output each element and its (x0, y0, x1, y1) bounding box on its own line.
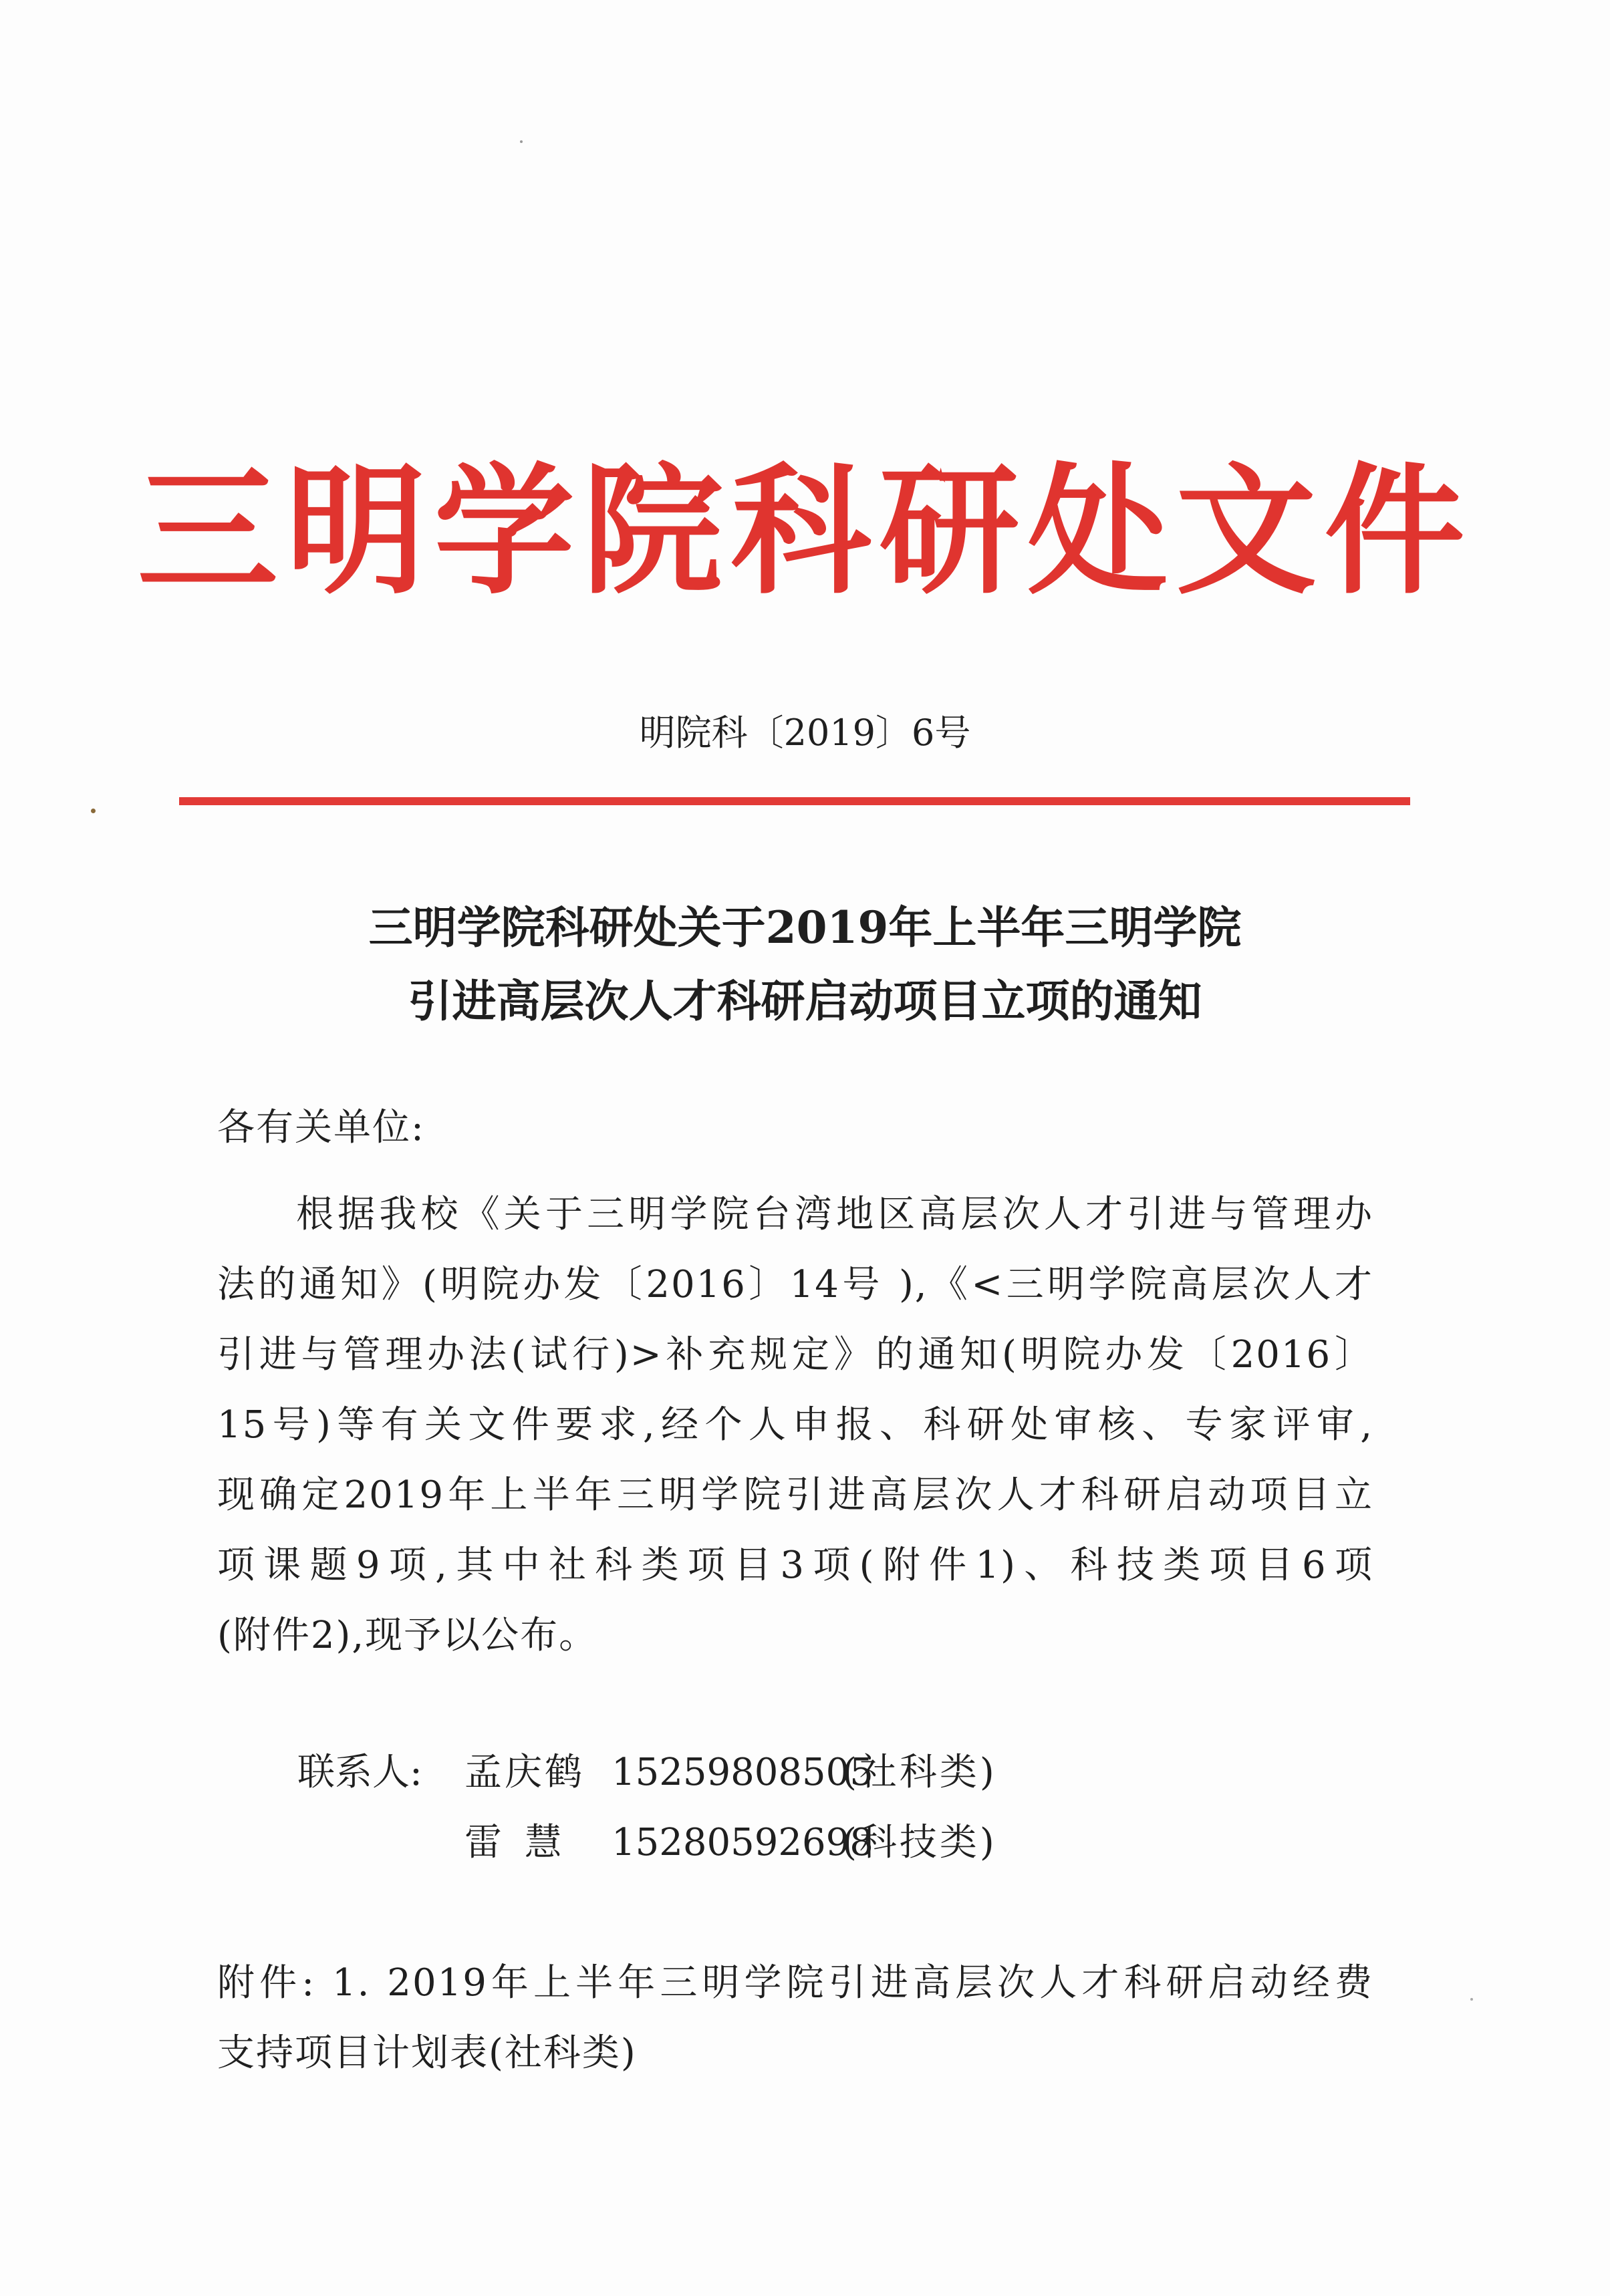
paragraph-line: 引进与管理办法(试行)>补充规定》的通知(明院办发〔2016〕 (217, 1333, 1373, 1377)
document-number: 明院科〔2019〕6号 (639, 712, 971, 754)
attachment-line-1: 附件: 1. 2019年上半年三明学院引进高层次人才科研启动经费 (217, 1961, 1373, 2005)
scan-speck (520, 140, 523, 143)
contact-phone: 15259808505 (612, 1751, 874, 1794)
contact-name: 雷 慧 (464, 1821, 567, 1864)
notice-title-line-1: 三明学院科研处关于2019年上半年三明学院 (368, 901, 1242, 954)
contact-name: 孟庆鹤 (464, 1751, 585, 1794)
paragraph-line: 根据我校《关于三明学院台湾地区高层次人才引进与管理办 (296, 1193, 1373, 1236)
letterhead-title: 三明学院科研处文件 (137, 448, 1473, 613)
contact-label: 联系人: (297, 1751, 422, 1794)
paragraph-line: 15号)等有关文件要求,经个人申报、科研处审核、专家评审, (217, 1403, 1373, 1447)
contact-row-2 (297, 1821, 1099, 1864)
paragraph-line: 项课题9项,其中社科类项目3项(附件1)、科技类项目6项 (217, 1544, 1373, 1587)
contact-category: (科技类) (842, 1821, 997, 1864)
paragraph-line: 法的通知》(明院办发〔2016〕14号 ),《<三明学院高层次人才 (217, 1263, 1373, 1306)
paragraph-line: (附件2),现予以公布。 (217, 1614, 598, 1657)
salutation: 各有关单位: (217, 1106, 425, 1149)
contact-phone: 15280592698 (612, 1821, 874, 1864)
notice-title-line-2: 引进高层次人才科研启动项目立项的通知 (408, 975, 1202, 1027)
red-divider-rule (179, 797, 1410, 805)
contact-category: (社科类) (842, 1751, 997, 1794)
scan-speck (1470, 1998, 1473, 2001)
scan-speck (91, 809, 96, 813)
attachment-line-2: 支持项目计划表(社科类) (217, 2031, 637, 2075)
contact-row-1 (297, 1751, 1099, 1794)
paragraph-line: 现确定2019年上半年三明学院引进高层次人才科研启动项目立 (217, 1473, 1373, 1517)
